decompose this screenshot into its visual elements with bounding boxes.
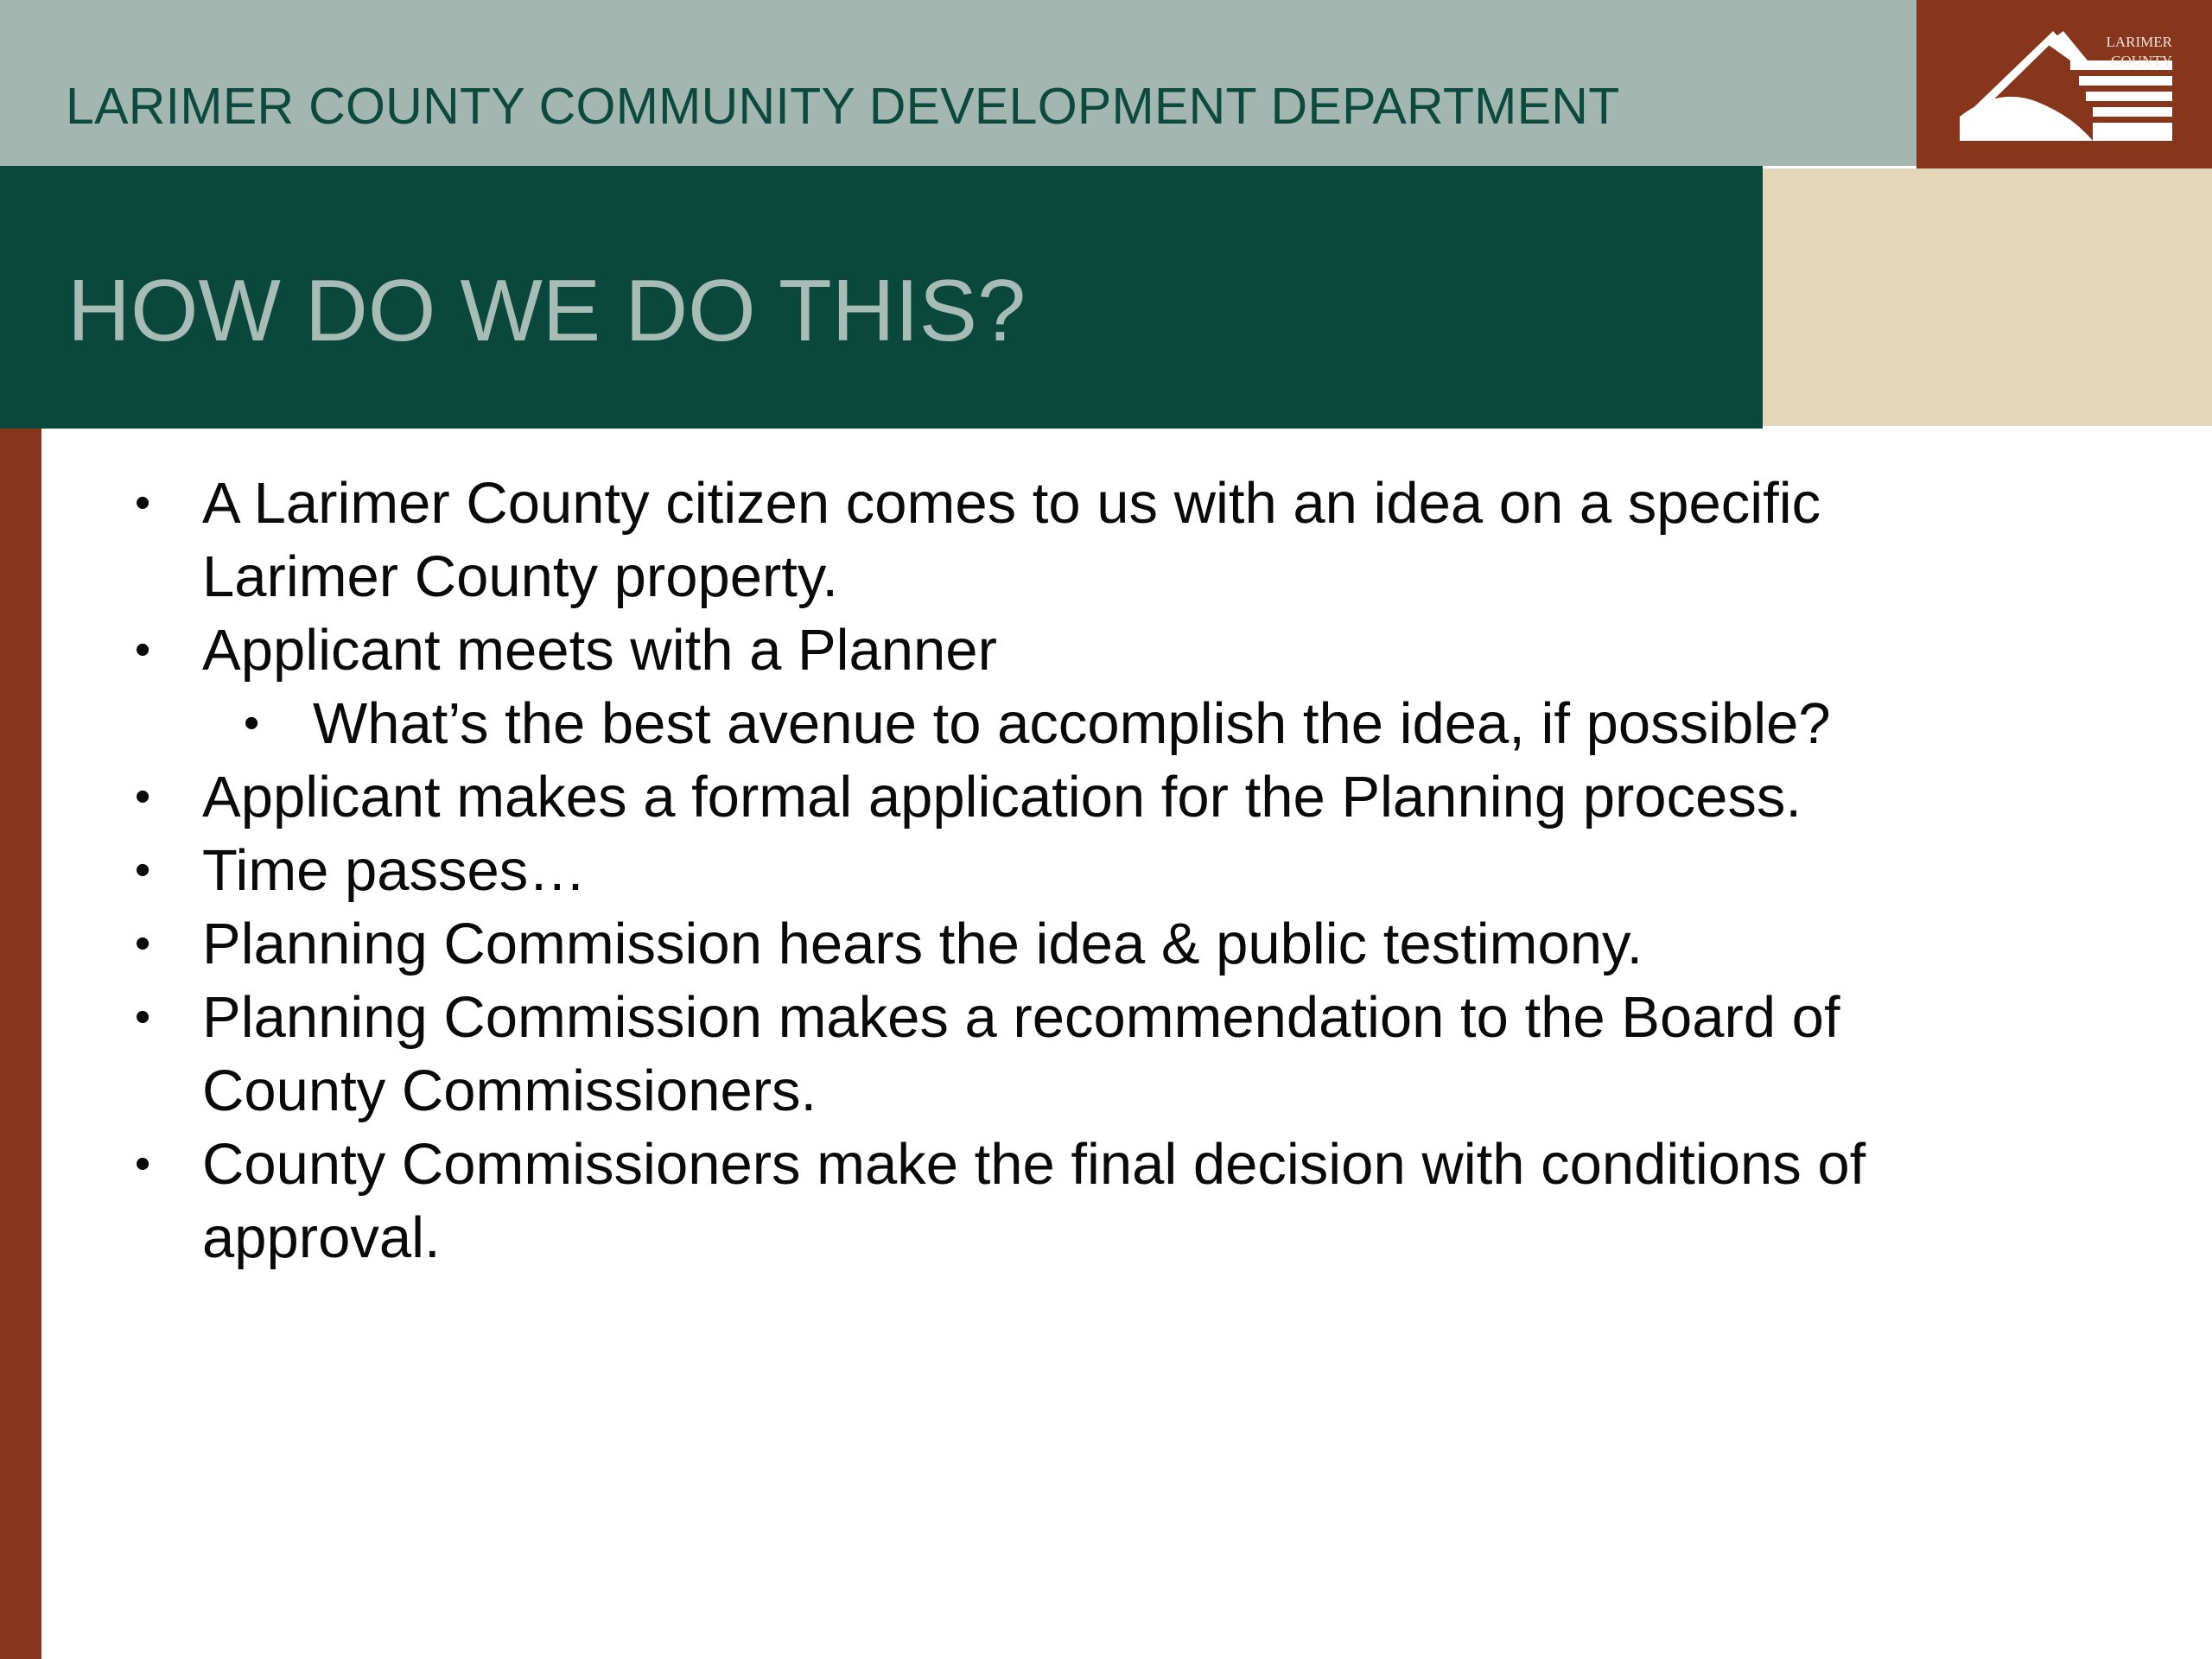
bullet-text: Applicant makes a formal application for the Planning process. bbox=[202, 765, 1802, 830]
bullet-item bbox=[0, 907, 1999, 981]
logo-text-county: COUNTY bbox=[2111, 53, 2172, 69]
sub-bullet-item bbox=[0, 687, 2024, 760]
bullet-text: A Larimer County citizen comes to us with an idea on a specific Larimer County property. bbox=[202, 471, 1821, 609]
bullet-point-icon: • bbox=[135, 992, 151, 1042]
slide-title: HOW DO WE DO THIS? bbox=[67, 263, 1027, 359]
department-name: LARIMER COUNTY COMMUNITY DEVELOPMENT DEPARTMENT bbox=[66, 78, 1620, 135]
bullet-point-icon: • bbox=[244, 698, 260, 748]
bullet-text: County Commissioners make the final decision with conditions of approval. bbox=[202, 1132, 1866, 1270]
bullet-item bbox=[0, 760, 1999, 834]
bullet-item bbox=[0, 613, 1999, 687]
decorative-tan-block bbox=[1763, 168, 2212, 426]
bullet-text: Planning Commission hears the idea & public testimony. bbox=[202, 912, 1643, 976]
bullet-point-icon: • bbox=[135, 478, 151, 528]
bullet-item bbox=[0, 834, 1999, 907]
bullet-item bbox=[0, 1128, 1999, 1274]
bullet-text: Time passes… bbox=[202, 838, 587, 903]
larimer-county-mountain-logo-icon bbox=[1916, 0, 2212, 168]
bullet-point-icon: • bbox=[135, 772, 151, 822]
bullet-list bbox=[0, 467, 2108, 1274]
bullet-text: Planning Commission makes a recommendation to the Board of County Commissioners. bbox=[202, 985, 1840, 1123]
logo-text-larimer: LARIMER bbox=[2106, 34, 2172, 50]
bullet-point-icon: • bbox=[135, 845, 151, 895]
bullet-point-icon: • bbox=[135, 625, 151, 675]
bullet-text: Applicant meets with a Planner bbox=[202, 618, 997, 683]
title-band bbox=[0, 166, 1763, 429]
header-band bbox=[0, 0, 1916, 166]
bullet-point-icon: • bbox=[135, 918, 151, 969]
bullet-item bbox=[0, 981, 1999, 1128]
bullet-item bbox=[0, 467, 1999, 613]
bullet-text: What’s the best avenue to accomplish the idea, if possible? bbox=[313, 691, 1831, 756]
bullet-point-icon: • bbox=[135, 1139, 151, 1189]
county-logo bbox=[1916, 0, 2212, 168]
